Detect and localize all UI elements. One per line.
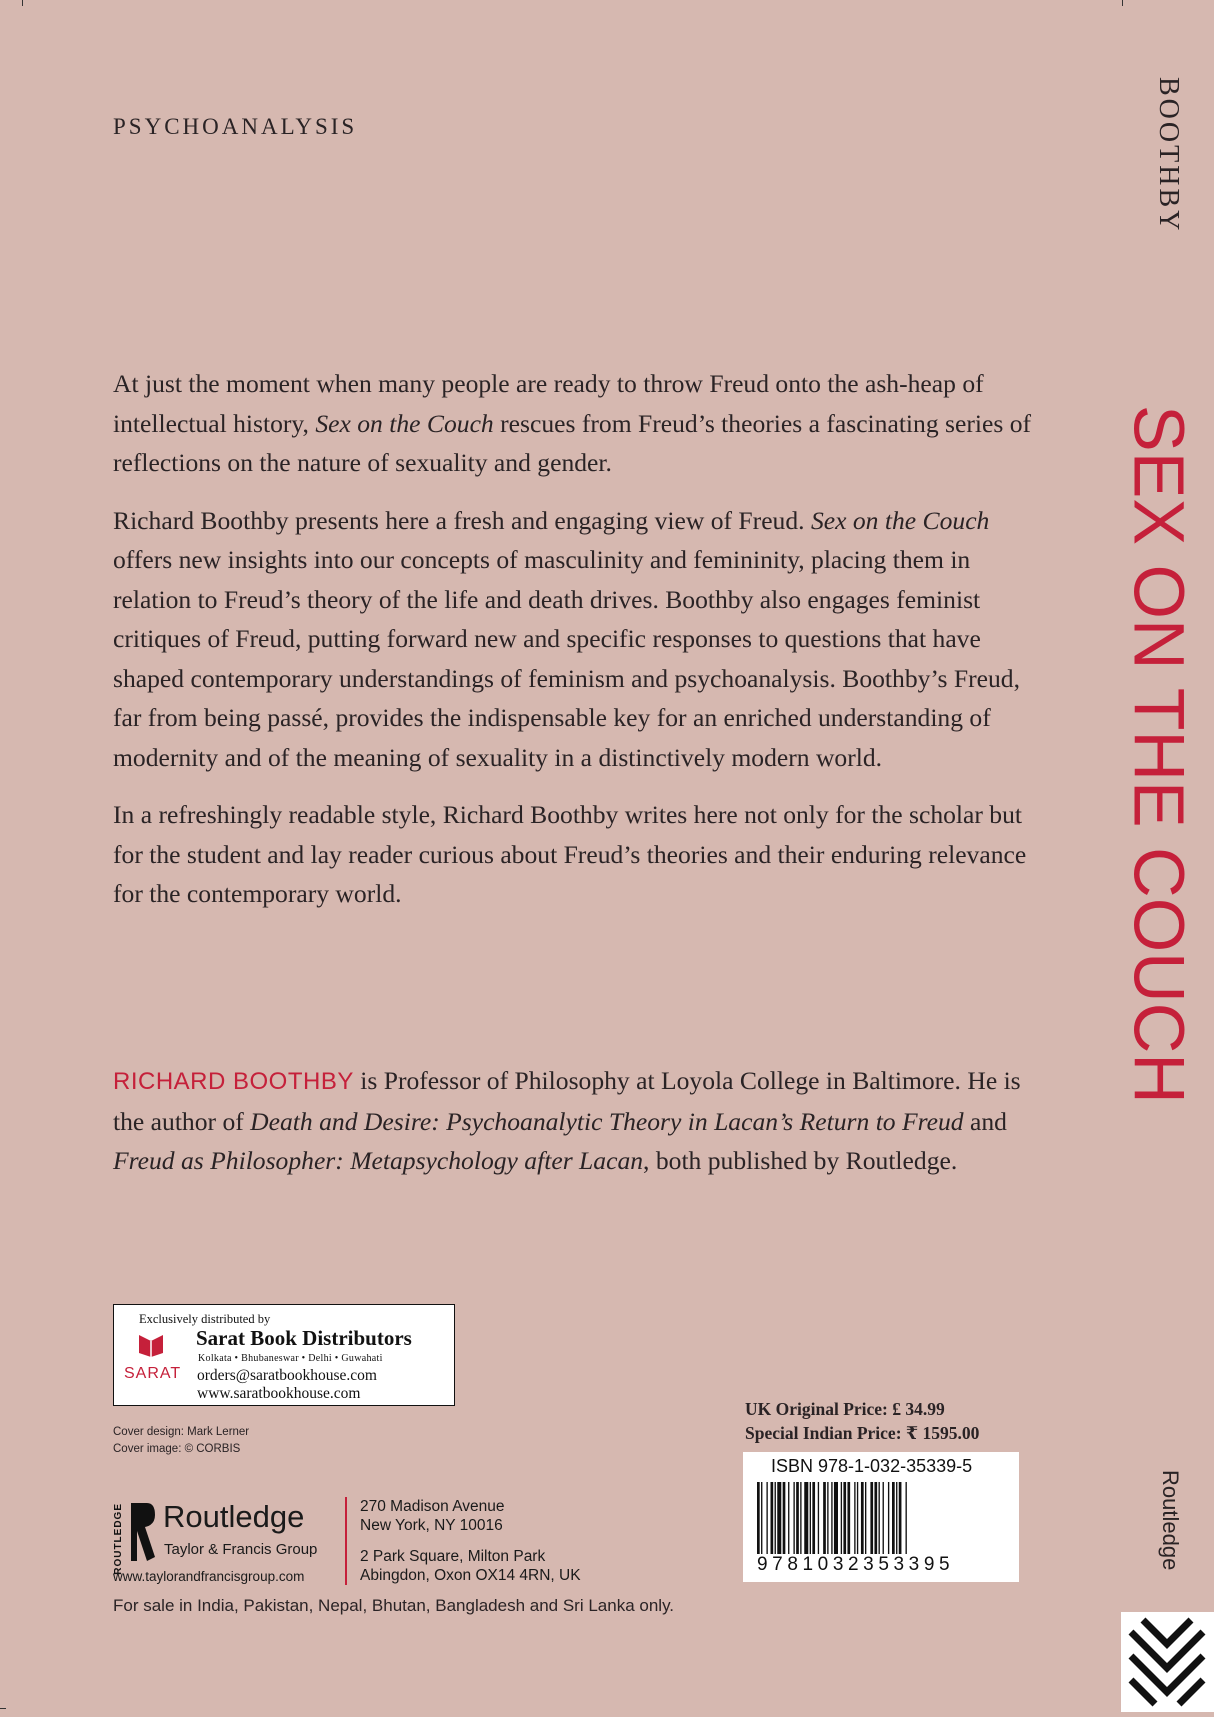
crop-mark [1122, 0, 1123, 6]
barcode-bar [783, 1482, 786, 1554]
barcode-bar [761, 1482, 762, 1554]
address-uk [360, 1547, 581, 1585]
barcode-bar [847, 1482, 850, 1554]
barcode-bar [766, 1482, 767, 1554]
barcode-bar [788, 1482, 789, 1554]
barcode-bar [812, 1482, 815, 1554]
barcode-bar [804, 1482, 808, 1554]
distributor-email[interactable]: orders@saratbookhouse.com [197, 1367, 377, 1384]
address-new-york [360, 1497, 505, 1535]
barcode-bar [883, 1482, 884, 1554]
price-block [745, 1397, 979, 1445]
sarat-logo-text: SARAT [124, 1365, 182, 1382]
isbn-barcode [743, 1452, 1019, 1582]
barcode-bar [854, 1482, 855, 1554]
routledge-spine-logo [1121, 1612, 1214, 1712]
spine-publisher: Routledge [1158, 1470, 1183, 1571]
crop-mark [0, 1708, 6, 1709]
cover-design-credit: Cover design: Mark Lerner [113, 1426, 250, 1438]
address-line: 2 Park Square, Milton Park [360, 1548, 546, 1565]
distributor-intro: Exclusively distributed by [139, 1312, 271, 1326]
uk-price: UK Original Price: £ 34.99 [745, 1399, 945, 1419]
barcode-bar [888, 1482, 889, 1554]
isbn-number: ISBN 978-1-032-35339-5 [771, 1456, 973, 1476]
bio-book-title: Death and Desire: Psychoanalytic Theory in Lacan’s Return to Freud [250, 1106, 964, 1136]
spine-author: BOOTHBY [1153, 77, 1184, 234]
barcode-bar [831, 1482, 832, 1554]
bio-book-title: Freud as Philosopher: Metapsychology after Lacan [113, 1146, 644, 1175]
barcode-bar [879, 1482, 880, 1554]
blurb-paragraph-2 [113, 501, 1033, 778]
author-name: RICHARD BOOTHBY [113, 1068, 354, 1095]
barcode-bar [827, 1482, 828, 1554]
barcode-bar [800, 1482, 801, 1554]
address-line: New York, NY 10016 [360, 1517, 503, 1534]
bio-text: is Professor of Philosophy at Loyola College in Baltimore. He is the author of [113, 1066, 1021, 1136]
barcode-bar [775, 1482, 776, 1554]
publisher-url[interactable]: www.taylorandfrancisgroup.com [113, 1569, 305, 1584]
barcode-bar [823, 1482, 826, 1554]
cover-image-credit: Cover image: © CORBIS [113, 1443, 241, 1455]
address-line: 270 Madison Avenue [360, 1498, 505, 1515]
barcode-bar [841, 1482, 842, 1554]
barcode-bar [810, 1482, 811, 1554]
description [113, 364, 1033, 932]
routledge-r-icon [127, 1501, 157, 1563]
barcode-bar [771, 1482, 774, 1554]
sale-territory-note: For sale in India, Pakistan, Nepal, Bhutan, Bangladesh and Sri Lanka only. [113, 1596, 675, 1615]
barcode-bars [757, 1482, 1007, 1554]
barcode-bar [906, 1482, 907, 1554]
bio-text: and [963, 1106, 1007, 1136]
distributor-cities: Kolkata • Bhubaneswar • Delhi • Guwahati [198, 1353, 383, 1364]
blurb-paragraph-3: In a refreshingly readable style, Richard Boothby writes here not only for the scholar but for the student and lay reader curious about Freud’s theories and their enduring relevance for the contemporary world. [113, 800, 1027, 908]
blurb-paragraph-1 [113, 364, 1033, 483]
barcode-bar [892, 1482, 895, 1554]
barcode-bar [757, 1482, 760, 1554]
barcode-bar [899, 1482, 902, 1554]
blurb-text: rescues from Freud’s theories a fascinating series of reflections on the nature of sexuality and gender. [113, 408, 1032, 477]
distributor-website[interactable]: www.saratbookhouse.com [197, 1385, 361, 1402]
barcode-bar [834, 1482, 838, 1554]
barcode-bar [793, 1482, 794, 1554]
publisher-name: Routledge [163, 1499, 305, 1534]
barcode-bar [870, 1482, 873, 1554]
publisher-block [113, 1497, 653, 1597]
publisher-vertical-label: ROUTLEDGE [113, 1503, 124, 1575]
distributor-box [113, 1304, 455, 1406]
barcode-bar [861, 1482, 864, 1554]
barcode-bar [896, 1482, 897, 1554]
barcode-bar [865, 1482, 866, 1554]
publisher-divider [345, 1497, 347, 1585]
barcode-bar [777, 1482, 781, 1554]
blurb-text: At just the moment when many people are ready to throw Freud onto the ash-heap of intellectual history, [113, 369, 984, 438]
bio-text: , both published by Routledge. [643, 1146, 958, 1175]
barcode-bar [857, 1482, 858, 1554]
barcode-bar [796, 1482, 799, 1554]
book-title-italic: Sex on the Couch [810, 505, 990, 535]
blurb-text: Richard Boothby presents here a fresh and engaging view of Freud. [113, 505, 811, 535]
barcode-digits: 9781032353395 [757, 1554, 955, 1575]
blurb-text: offers new insights into our concepts of masculinity and femininity, placing them in relation to Freud’s theory of the life and death drives. Boothby also engages feminist critiques of Freud, putting forward new and specific responses to questions that have shaped contemporary understandings of feminism and psychoanalysis. Boothby’s Freud, far from being passé, provides the indispensable key for an enriched understanding of modernity and of the meaning of sexuality in a distinctively modern world. [113, 545, 1021, 772]
crop-mark [22, 0, 23, 6]
distributor-name: Sarat Book Distributors [196, 1326, 412, 1350]
category-label: PSYCHOANALYSIS [113, 114, 358, 139]
spine-title: SEX ON THE COUCH [1119, 405, 1199, 1104]
lattice-logo-icon [1121, 1612, 1214, 1712]
indian-price: Special Indian Price: ₹ 1595.00 [745, 1423, 980, 1443]
address-line: Abingdon, Oxon OX14 4RN, UK [360, 1567, 581, 1584]
barcode-bar [818, 1482, 819, 1554]
barcode-bar [843, 1482, 846, 1554]
cover-credits [113, 1424, 249, 1458]
author-bio [113, 1061, 1033, 1181]
barcode-bar [874, 1482, 877, 1554]
book-title-italic: Sex on the Couch [315, 408, 494, 438]
publisher-group: Taylor & Francis Group [164, 1541, 318, 1558]
sarat-book-icon [138, 1331, 164, 1357]
